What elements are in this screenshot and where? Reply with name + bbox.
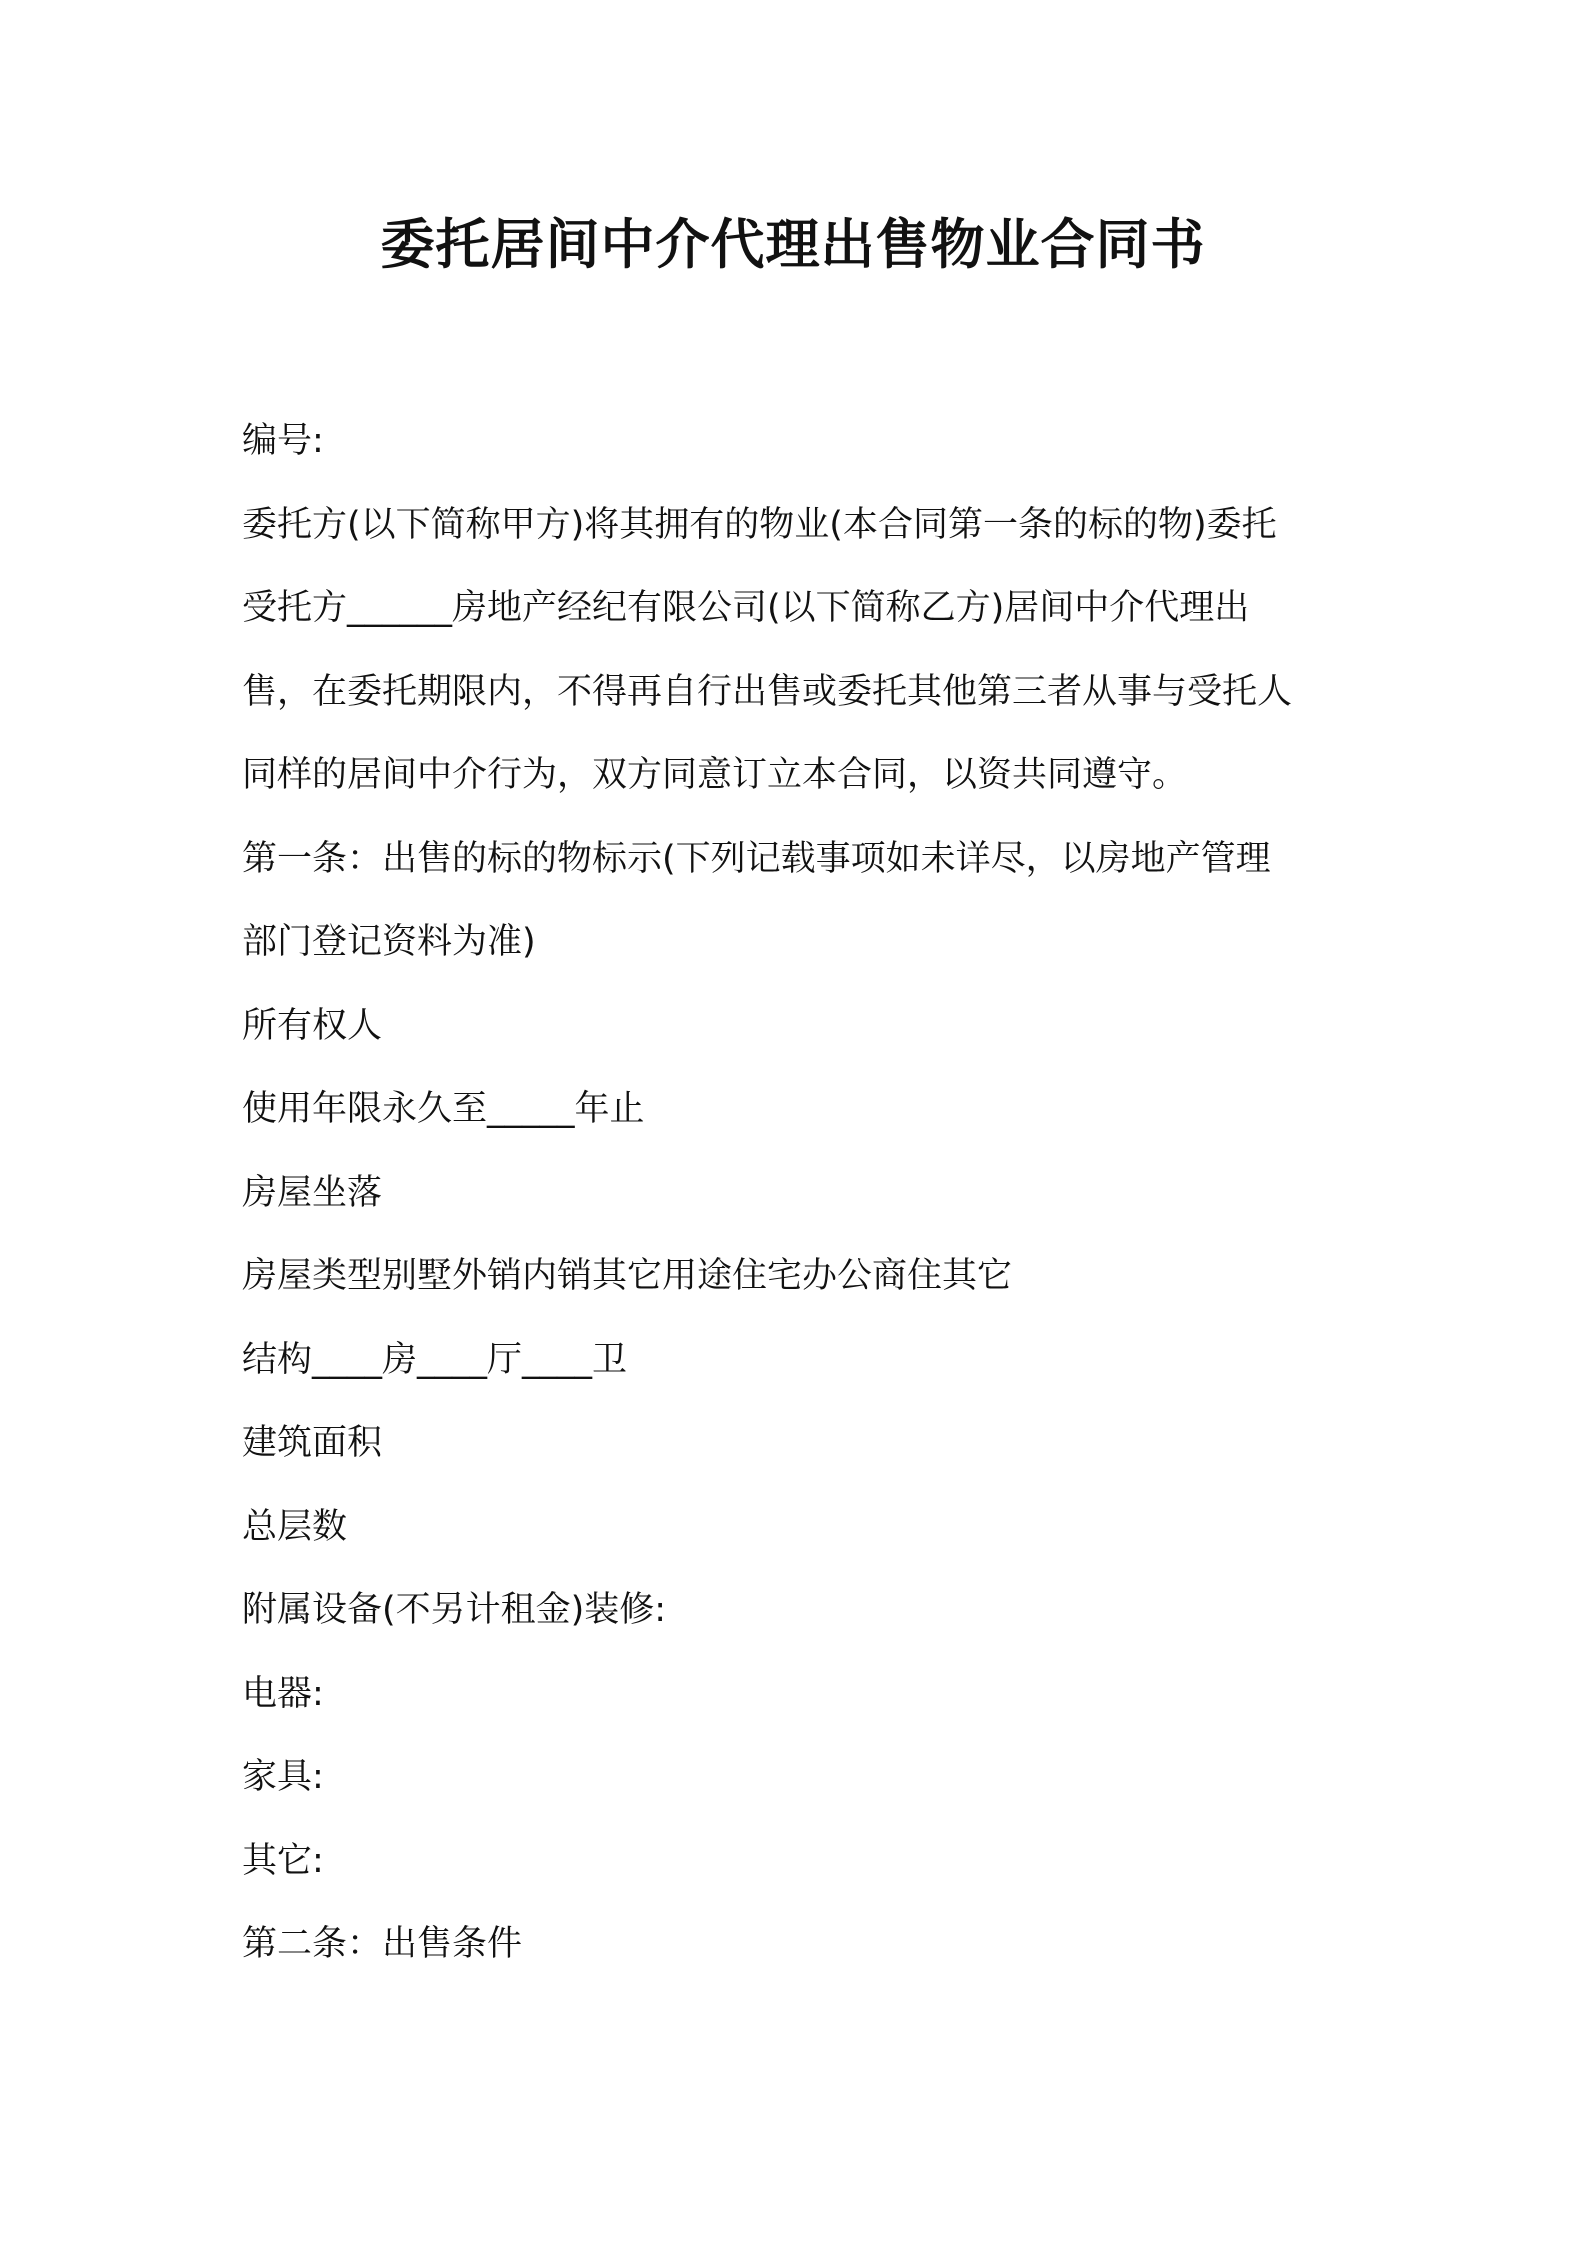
preamble-line-1: 委托方(以下简称甲方)将其拥有的物业(本合同第一条的标的物)委托: [242, 504, 1277, 545]
preamble-line-3: 售，在委托期限内，不得再自行出售或委托其他第三者从事与受托人: [242, 671, 1293, 712]
contract-number-label: 编号:: [242, 421, 324, 461]
usage-term-field: 使用年限永久至_____年止: [242, 1089, 645, 1129]
article-two-heading: 第二条：出售条件: [242, 1924, 523, 1964]
article-one-heading-line-2: 部门登记资料为准): [242, 922, 536, 962]
appliances-field: 电器:: [242, 1673, 324, 1714]
structure-field: 结构____房____厅____卫: [242, 1339, 628, 1380]
property-type-field: 房屋类型别墅外销内销其它用途住宅办公商住其它: [242, 1256, 1013, 1296]
preamble-line-2: 受托方______房地产经纪有限公司(以下简称乙方)居间中介代理出: [242, 588, 1250, 628]
furniture-field: 家具:: [242, 1757, 324, 1797]
document-title: 委托居间中介代理出售物业合同书: [380, 213, 1206, 276]
preamble-line-4: 同样的居间中介行为，双方同意订立本合同，以资共同遵守。: [242, 755, 1188, 795]
document-body: [242, 400, 1362, 1987]
floor-area-field: 建筑面积: [242, 1423, 383, 1463]
total-floors-field: 总层数: [242, 1506, 348, 1547]
owner-field: 所有权人: [242, 1005, 383, 1046]
article-one-heading-line-1: 第一条：出售的标的物标示(下列记载事项如未详尽，以房地产管理: [242, 838, 1271, 879]
other-field: 其它:: [242, 1840, 324, 1881]
property-location-field: 房屋坐落: [242, 1172, 383, 1213]
equipment-field: 附属设备(不另计租金)装修:: [242, 1590, 667, 1630]
